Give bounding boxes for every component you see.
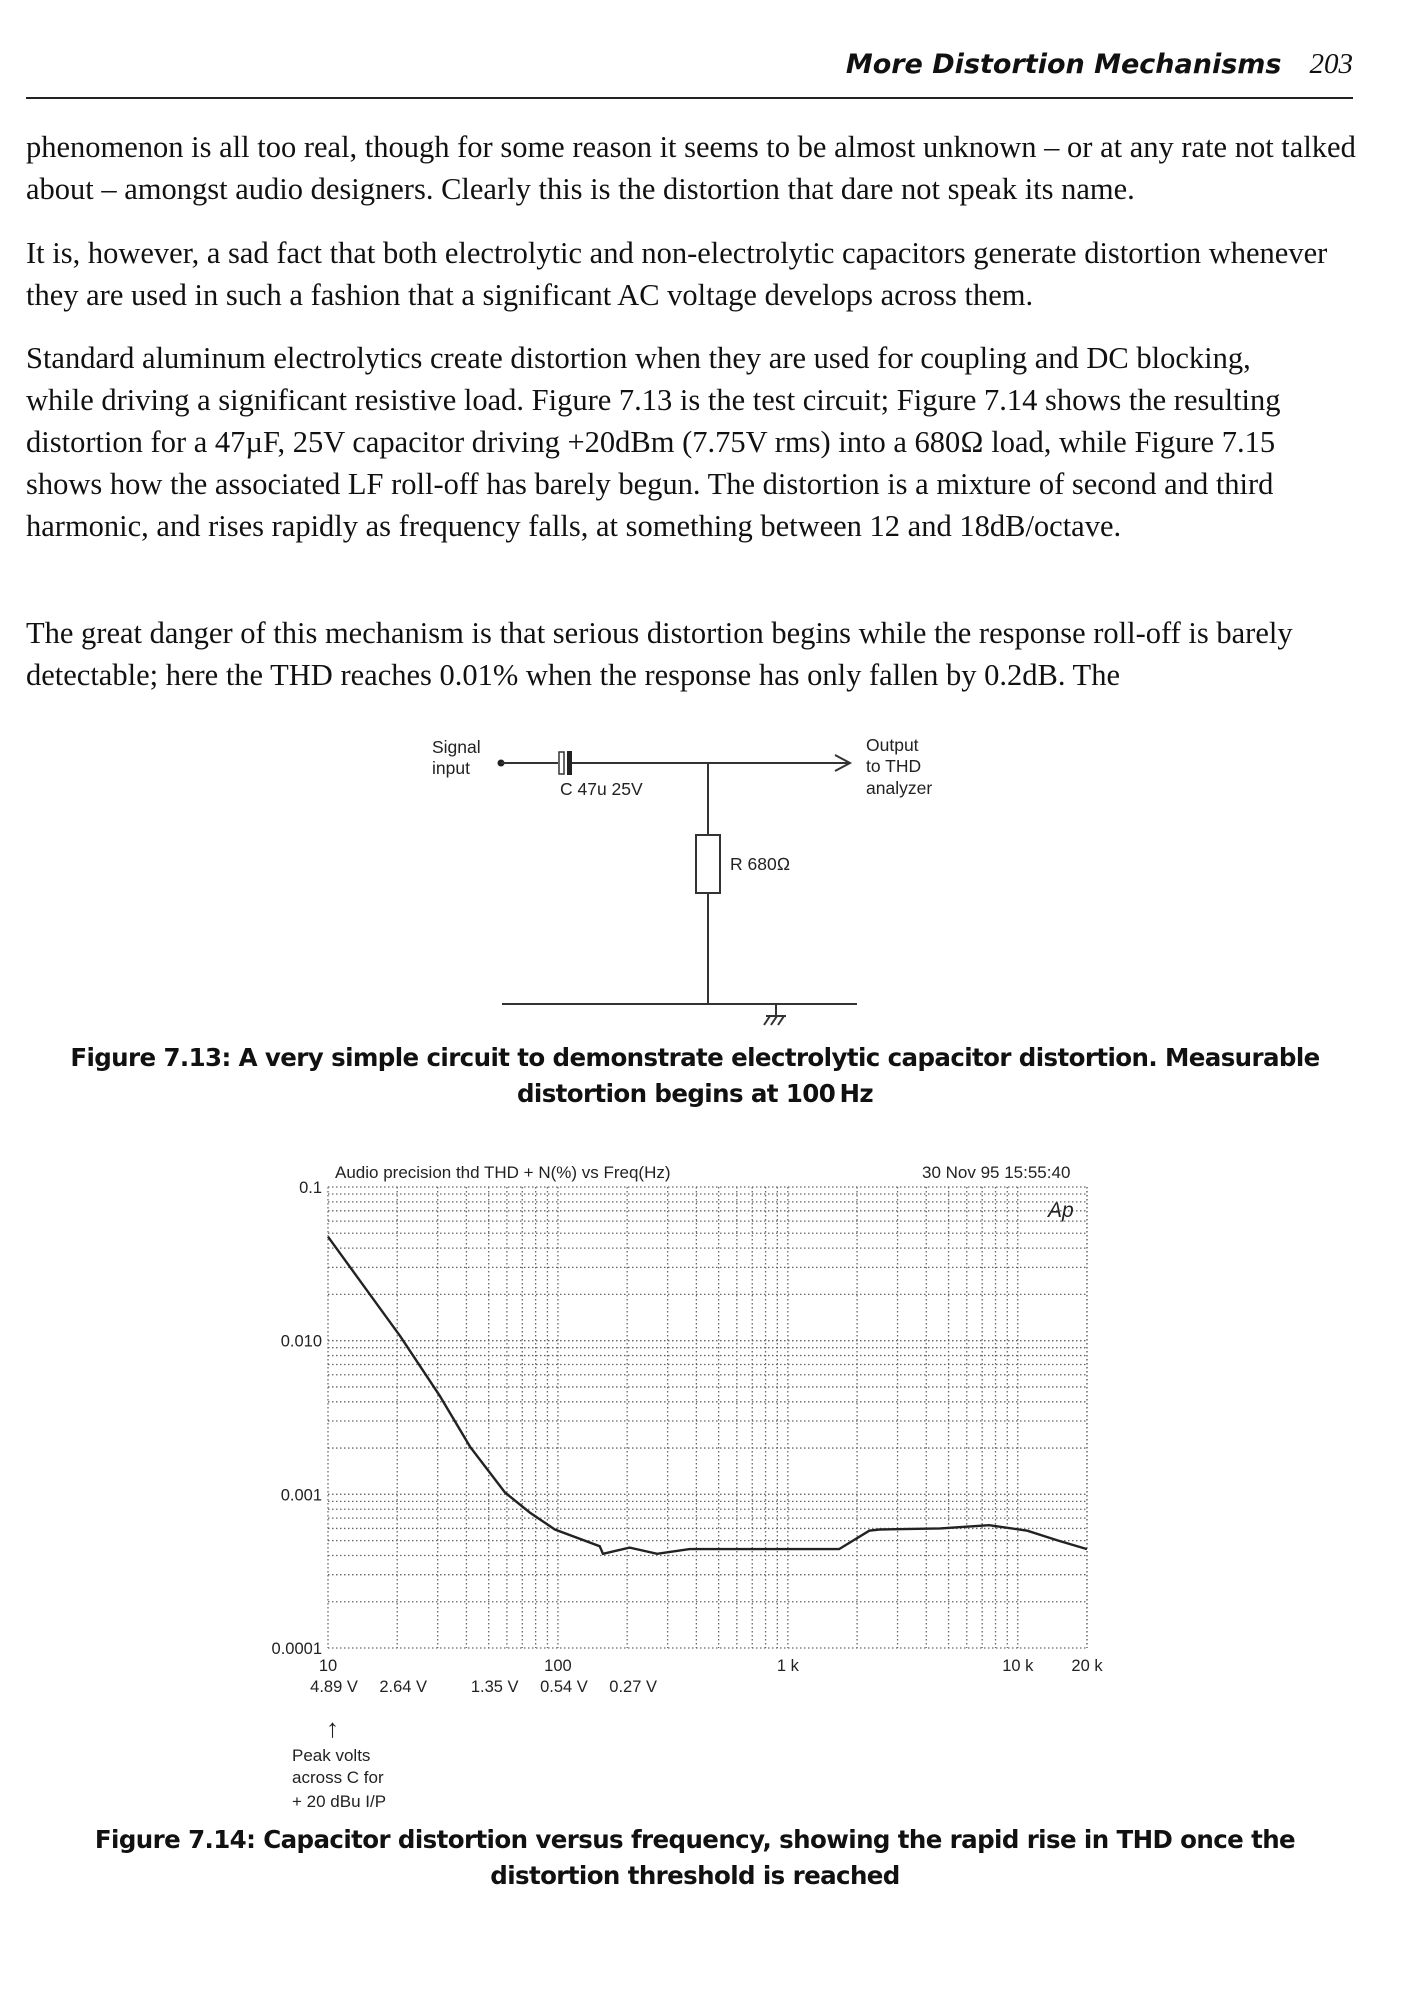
running-title: More Distortion Mechanisms: [845, 49, 1282, 80]
chart-grid: [328, 1187, 1087, 1648]
y-tick-label: 0.0001: [271, 1640, 322, 1658]
voltage-label: 2.64 V: [379, 1678, 428, 1696]
header-rule: [26, 97, 1353, 99]
resistor-label: R 680Ω: [730, 854, 791, 874]
x-tick-labels: [319, 1657, 1104, 1675]
voltage-label: 4.89 V: [310, 1678, 358, 1696]
voltage-label: 0.27 V: [609, 1678, 658, 1696]
figure-7-13-caption: Figure 7.13: A very simple circuit to demonstrate electrolytic capacitor distortion. Measurable distortion begins at 100 Hz: [70, 1043, 1320, 1108]
paragraph-4: The great danger of this mechanism is that serious distortion begins while the response roll-off is barely detectable; here the THD reaches 0.01% when the response has only fallen by 0.2dB. The: [26, 616, 1293, 692]
annotation-line-2: across C for: [292, 1768, 384, 1787]
signal-input-label-1: Signal: [432, 737, 481, 757]
output-label-3: analyzer: [866, 778, 933, 798]
thd-series-line: [328, 1237, 1087, 1554]
y-tick-label: 0.1: [299, 1179, 322, 1197]
peak-volts-arrow-icon: ↑: [326, 1713, 339, 1743]
resistor: [696, 835, 720, 893]
output-label-1: Output: [866, 735, 919, 755]
x-tick-label: 10 k: [1002, 1657, 1034, 1675]
running-head: [846, 48, 1353, 81]
annotation-line-1: Peak volts: [292, 1746, 371, 1765]
thd-chart: [0, 1150, 1409, 1830]
paragraph-3: Standard aluminum electrolytics create distortion when they are used for coupling and DC blocking, while driving a significant resistive load. Figure 7.13 is the test circuit; Figure 7.14 shows the resulting distortion for a 47µF, 25V capacitor driving +20dBm (7.75V rms) into a 680Ω load, while Figure 7.15 shows how the associated LF roll-off has barely begun. The distortion is a mixture of second and third harmonic, and rises rapidly as frequency falls, at something between 12 and 18dB/octave.: [26, 341, 1281, 543]
signal-input-label-2: input: [432, 758, 470, 778]
voltage-label: 1.35 V: [470, 1678, 519, 1696]
y-tick-label: 0.010: [280, 1332, 322, 1351]
y-tick-labels: [272, 1179, 322, 1658]
chart-timestamp: 30 Nov 95 15:55:40: [922, 1163, 1071, 1182]
output-label-2: to THD: [866, 756, 922, 776]
circuit-diagram: [420, 725, 940, 1045]
x-tick-label: 10: [318, 1657, 338, 1675]
capacitor-plate-negative: [567, 751, 572, 775]
y-tick-label: 0.001: [280, 1486, 322, 1505]
annotation-line-3: + 20 dBu I/P: [292, 1792, 387, 1811]
ground-icon: [764, 1004, 786, 1025]
paragraph-1: phenomenon is all too real, though for some reason it seems to be almost unknown – or at any rate not talked about – amongst audio designers. Clearly this is the distortion that dare not speak its name.: [26, 130, 1356, 206]
x-tick-label: 20 k: [1071, 1657, 1103, 1675]
page-number: 203: [1309, 48, 1353, 80]
capacitor-plate-positive: [559, 752, 564, 774]
voltage-labels: [310, 1678, 657, 1696]
x-tick-label: 1 k: [776, 1657, 799, 1675]
x-tick-label: 100: [544, 1657, 572, 1675]
chart-title: Audio precision thd THD + N(%) vs Freq(Hz): [335, 1163, 671, 1182]
capacitor-label: C 47u 25V: [560, 779, 643, 799]
ap-logo: Ap: [1048, 1199, 1074, 1222]
voltage-label: 0.54 V: [540, 1678, 588, 1696]
figure-7-14-caption: Figure 7.14: Capacitor distortion versus frequency, showing the rapid rise in THD once the distortion threshold is reached: [94, 1825, 1296, 1890]
paragraph-2: It is, however, a sad fact that both electrolytic and non-electrolytic capacitors generate distortion whenever they are used in such a fashion that a significant AC voltage develops across them.: [26, 236, 1328, 312]
